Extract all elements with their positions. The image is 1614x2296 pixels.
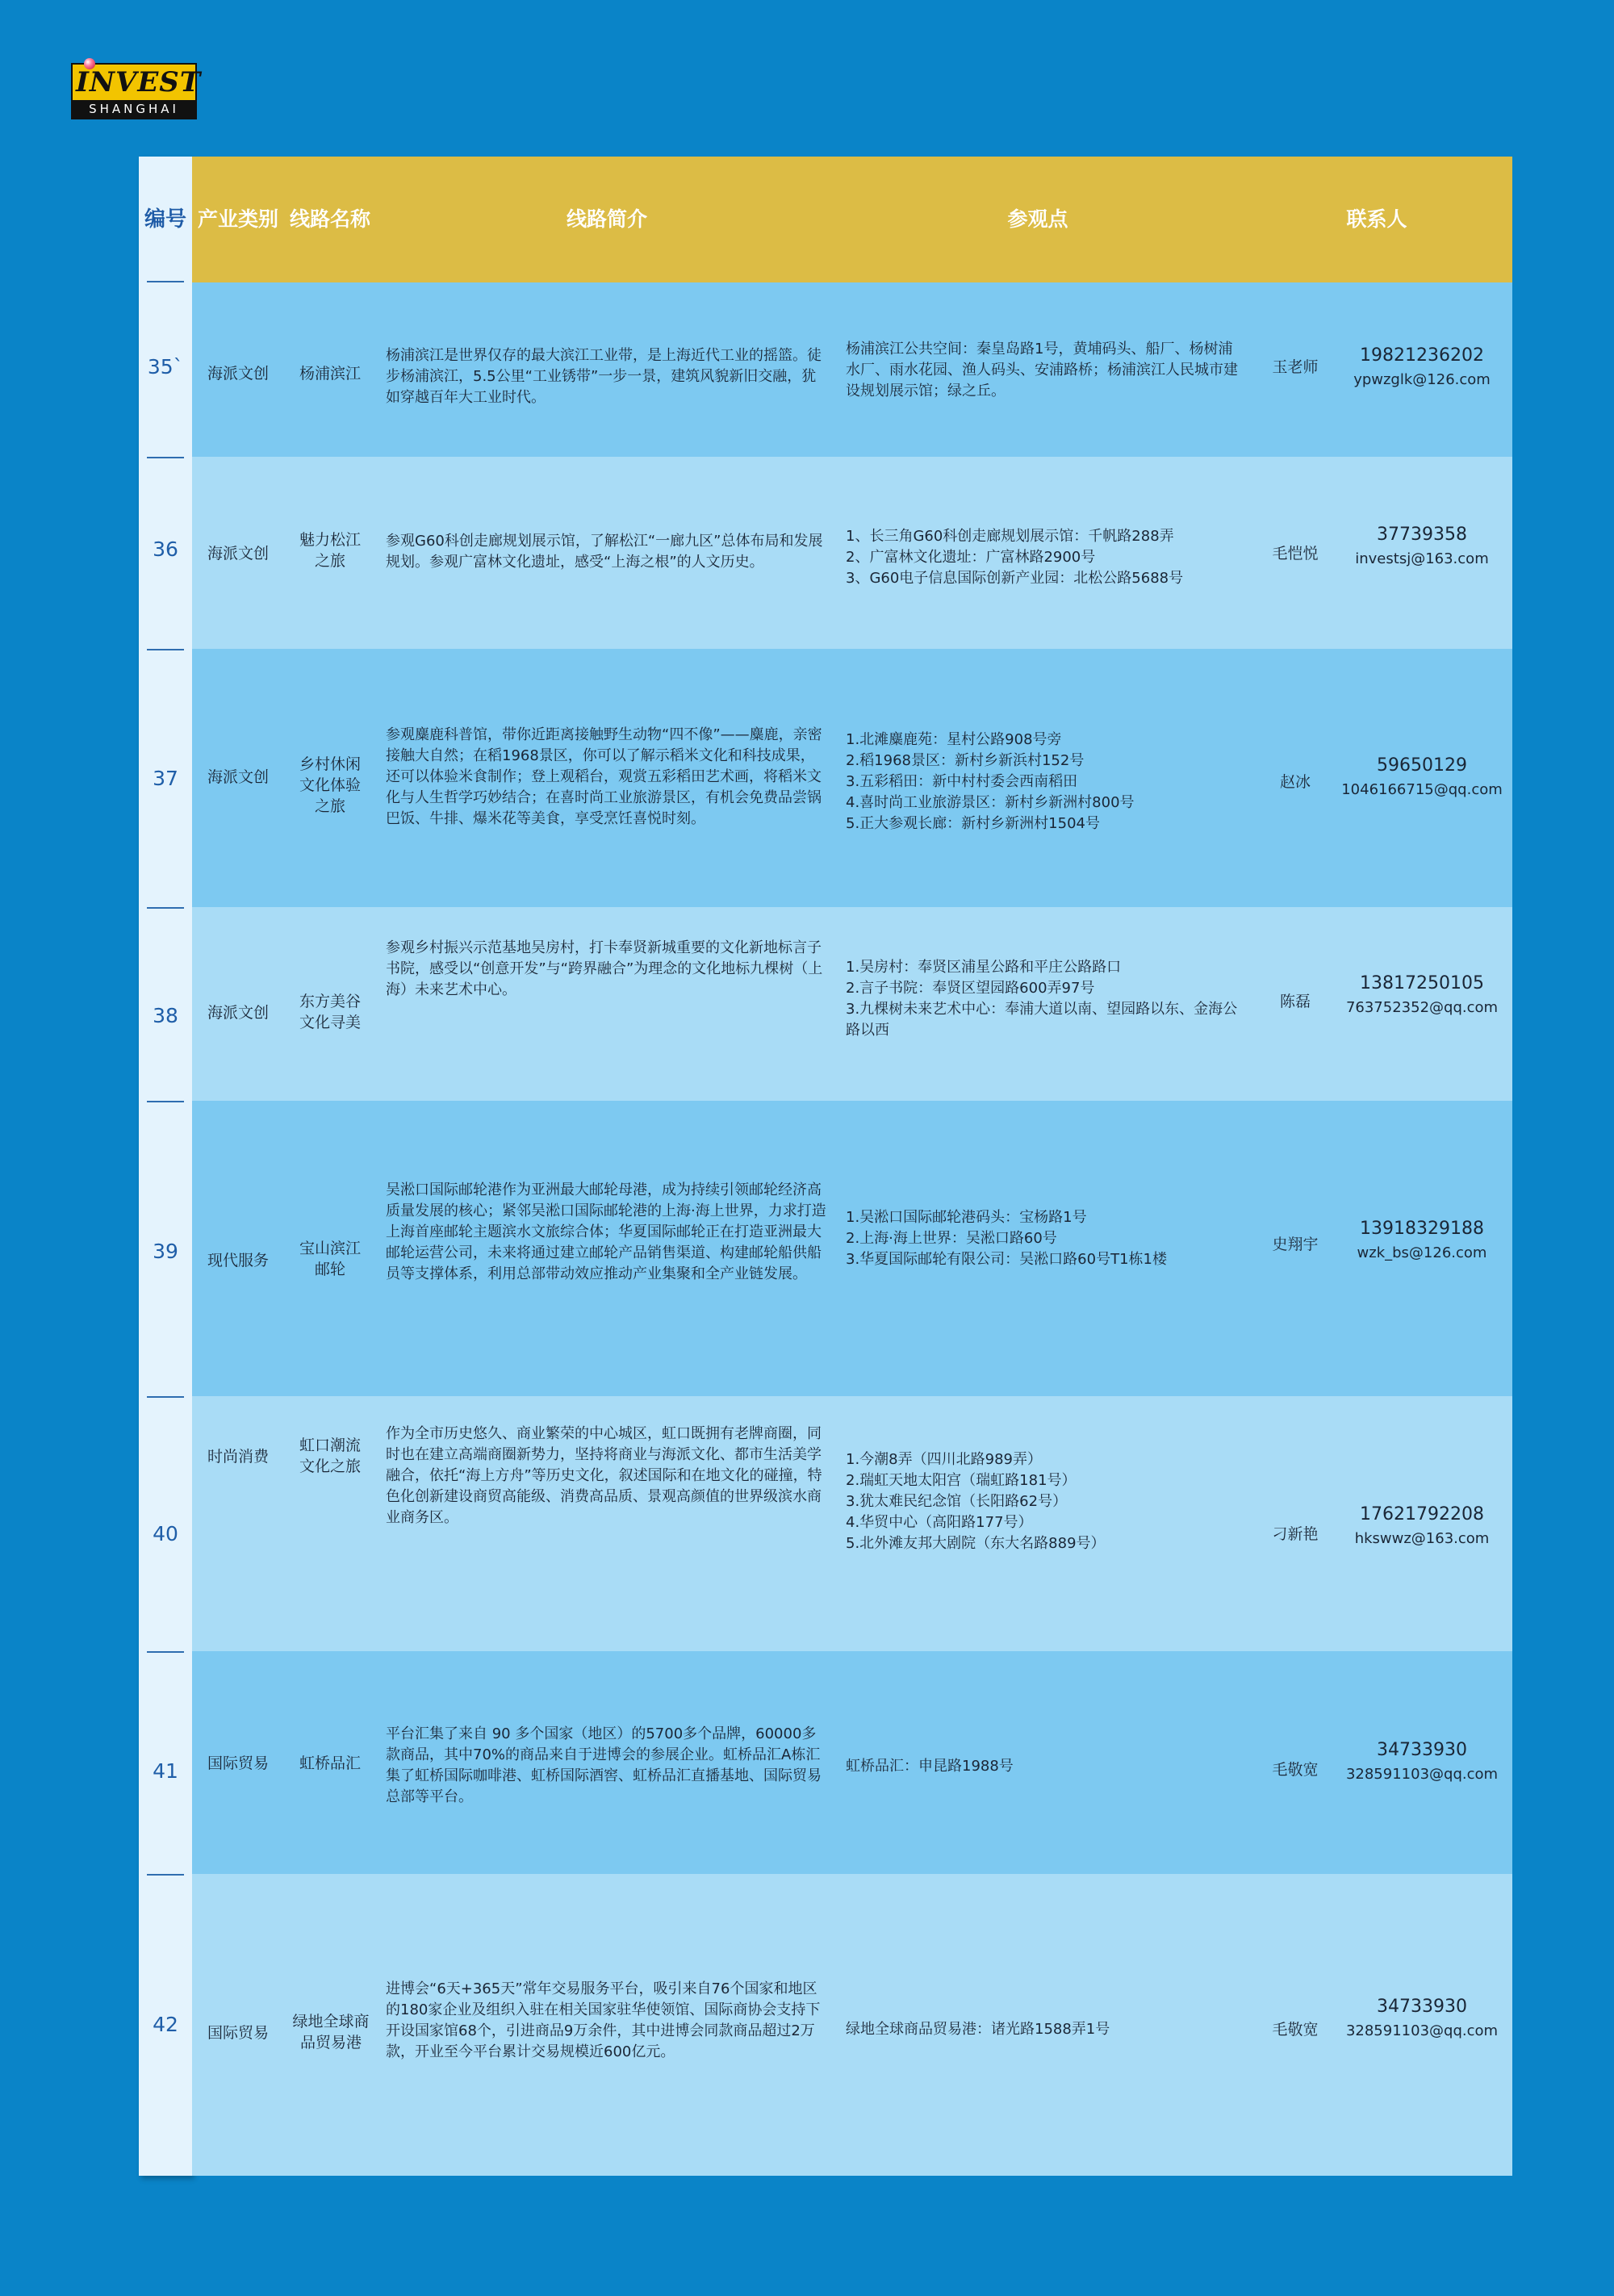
row-summary: 吴淞口国际邮轮港作为亚洲最大邮轮母港，成为持续引领邮轮经济高质量发展的核心；紧邻吴淞口国际邮轮港的上海·海上世界，力求打造上海首座邮轮主题滨水文旅综合体；华夏国际邮轮正在打造亚洲最大邮轮运营公司，未来将通过建立邮轮产品销售渠道、构建邮轮船供船员等支撑体系，利用总部带动效应推动产业集聚和全产业链发展。 (386, 1181, 826, 1282)
row-contact-name: 史翔宇 (1272, 1236, 1319, 1253)
row-summary: 参观麋鹿科普馆，带你近距离接触野生动物“四不像”——麋鹿，亲密接触大自然；在稻1968景区，你可以了解示稻米文化和科技成果，还可以体验米食制作；登上观稻台，观赏五彩稻田艺术画，将稻米文化与人生哲学巧妙结合；在喜时尚工业旅游景区，有机会免费品尝锅巴饭、牛排、爆米花等美食，享受烹饪喜悦时刻。 (386, 726, 822, 827)
row-summary: 参观乡村振兴示范基地吴房村，打卡奉贤新城重要的文化新地标言子书院，感受以“创意开发”与“跨界融合”为理念的文化地标九棵树（上海）未来艺术中心。 (386, 939, 823, 998)
row-summary: 平台汇集了来自 90 多个国家（地区）的5700多个品牌，60000多款商品，其中70%的商品来自于进博会的参展企业。虹桥品汇A栋汇集了虹桥国际咖啡港、虹桥国际酒窖、虹桥品汇直播基地、国际贸易总部等平台。 (386, 1725, 822, 1805)
row-phone: 34733930 (1377, 1740, 1467, 1760)
row-route-name: 虹口潮流文化之旅 (299, 1437, 361, 1475)
row-email: 763752352@qq.com (1345, 999, 1499, 1016)
row-sites: 杨浦滨江公共空间：秦皇岛路1号，黄埔码头、船厂、杨树浦水厂、雨水花园、渔人码头、安浦路桥；杨浦滨江人民城市建设规划展示馆；绿之丘。 (846, 341, 1238, 399)
row-sites: 1.北滩麋鹿苑：星村公路908号旁 2.稻1968景区：新村乡新浜村152号 3.五彩稻田：新中村村委会西南稻田 4.喜时尚工业旅游景区：新村乡新洲村800号 5.正大参观长廊：新村乡新洲村1504号 (846, 731, 1135, 832)
row-phone: 37739358 (1377, 525, 1467, 545)
header-route-name: 线路名称 (289, 207, 370, 231)
row-summary: 作为全市历史悠久、商业繁荣的中心城区，虹口既拥有老牌商圈，同时也在建立高端商圈新势力，坚持将商业与海派文化、都市生活美学融合，依托“海上方舟”等历史文化，叙述国际和在地文化的碰撞，特色化创新建设商贸高能级、消费高品质、景观高颜值的世界级滨水商业商务区。 (386, 1425, 822, 1526)
row-number: 38 (153, 1004, 178, 1027)
row-email: investsj@163.com (1355, 550, 1489, 567)
row-email: hkswwz@163.com (1354, 1530, 1490, 1547)
row-phone: 34733930 (1377, 1997, 1467, 2017)
row-number: 35` (147, 355, 184, 378)
row-phone: 13817250105 (1360, 973, 1484, 993)
row-category: 海派文创 (207, 1004, 269, 1022)
row-email: ypwzglk@126.com (1353, 371, 1491, 388)
row-contact-name: 毛恺悦 (1272, 545, 1319, 562)
row-category: 海派文创 (207, 768, 269, 786)
row-number: 39 (153, 1240, 178, 1263)
header-contact: 联系人 (1346, 207, 1407, 231)
row-separator (147, 907, 184, 909)
row-number: 42 (153, 2013, 178, 2036)
row-route-name: 宝山滨江邮轮 (299, 1240, 361, 1278)
row-sites: 绿地全球商品贸易港：诸光路1588弄1号 (846, 2021, 1110, 2038)
row-contact-info (1340, 1997, 1504, 2042)
row-sites: 1.吴淞口国际邮轮港码头：宝杨路1号 2.上海·海上世界：吴淞口路60号 3.华夏国际邮轮有限公司：吴淞口路60号T1栋1楼 (846, 1209, 1167, 1268)
row-sites: 1.吴房村：奉贤区浦星公路和平庄公路路口 2.言子书院：奉贤区望园路600弄97号 3.九棵树未来艺术中心：奉浦大道以南、望园路以东、金海公路以西 (846, 959, 1238, 1039)
row-contact-info (1340, 1219, 1504, 1264)
row-separator (147, 649, 184, 650)
row-contact-info (1340, 973, 1504, 1018)
row-number: 36 (153, 537, 178, 561)
row-route-name: 虹桥品汇 (299, 1754, 361, 1772)
row-contact-name: 毛敬宽 (1272, 2021, 1319, 2039)
row-phone: 59650129 (1377, 755, 1467, 776)
row-contact-name: 赵冰 (1279, 773, 1311, 791)
row-phone: 17621792208 (1360, 1504, 1484, 1524)
row-summary: 参观G60科创走廊规划展示馆，了解松江“一廊九区”总体布局和发展规划。参观广富林文化遗址，感受“上海之根”的人文历史。 (386, 533, 823, 571)
row-category: 国际贸易 (207, 1754, 269, 1772)
row-separator (147, 1101, 184, 1102)
row-route-name: 乡村休闲文化体验之旅 (299, 755, 361, 815)
row-sites: 虹桥品汇：申昆路1988号 (846, 1758, 1014, 1775)
row-contact-name: 陈磊 (1279, 993, 1311, 1010)
row-route-name: 绿地全球商品贸易港 (292, 2013, 370, 2051)
row-phone: 13918329188 (1360, 1219, 1484, 1239)
row-email: wzk_bs@126.com (1357, 1244, 1487, 1261)
row-contact-name: 毛敬宽 (1272, 1761, 1319, 1779)
row-separator (147, 1874, 184, 1876)
row-category: 海派文创 (207, 365, 269, 383)
row-route-name: 魅力松江之旅 (299, 531, 361, 570)
header-category: 产业类别 (197, 207, 278, 231)
row-contact-name: 玉老师 (1272, 358, 1319, 376)
row-separator (147, 457, 184, 458)
row-category: 海派文创 (207, 545, 269, 562)
row-contact-info (1340, 345, 1504, 391)
header-sites: 参观点 (1007, 207, 1068, 231)
row-category: 国际贸易 (207, 2024, 269, 2042)
row-phone: 19821236202 (1360, 345, 1484, 366)
row-separator (147, 1396, 184, 1398)
row-contact-info (1340, 525, 1504, 570)
row-summary: 进博会“6天+365天”常年交易服务平台，吸引来自76个国家和地区的180家企业及组织入驻在相关国家驻华使领馆、国际商协会支持下开设国家馆68个，引进商品9万余件，其中进博会同款商品超过2万款，开业至今平台累计交易规模近600亿元。 (386, 1980, 821, 2060)
row-route-name: 东方美谷文化寻美 (299, 993, 361, 1031)
row-separator (147, 281, 184, 282)
row-route-name: 杨浦滨江 (299, 365, 361, 383)
row-email: 328591103@qq.com (1345, 2022, 1499, 2039)
row-category: 时尚消费 (207, 1448, 269, 1466)
number-column (139, 157, 192, 2176)
row-separator (147, 1651, 184, 1653)
row-sites: 1、长三角G60科创走廊规划展示馆：千帆路288弄 2、广富林文化遗址：广富林路2900号 3、G60电子信息国际创新产业园：北松公路5688号 (846, 528, 1184, 587)
row-email: 1046166715@qq.com (1341, 781, 1503, 798)
invest-shanghai-logo (71, 63, 202, 119)
row-category: 现代服务 (207, 1252, 269, 1269)
row-contact-name: 刁新艳 (1272, 1525, 1319, 1543)
row-email: 328591103@qq.com (1345, 1766, 1499, 1783)
row-summary: 杨浦滨江是世界仅存的最大滨江工业带，是上海近代工业的摇篮。徒步杨浦滨江，5.5公里“工业锈带”一步一景，建筑风貌新旧交融，犹如穿越百年大工业时代。 (386, 347, 822, 406)
row-contact-info (1340, 755, 1504, 801)
logo-main-text: INVEST (76, 66, 202, 98)
row-number: 40 (153, 1522, 178, 1545)
row-contact-info (1340, 1504, 1504, 1549)
header-summary: 线路简介 (566, 207, 647, 231)
row-number: 41 (153, 1759, 178, 1783)
header-number: 编号 (144, 207, 186, 232)
row-contact-info (1340, 1740, 1504, 1785)
row-sites: 1.今潮8弄（四川北路989弄） 2.瑞虹天地太阳宫（瑞虹路181号） 3.犹太难民纪念馆（长阳路62号） 4.华贸中心（高阳路177号） 5.北外滩友邦大剧院（东大名路889号） (846, 1451, 1106, 1552)
row-number: 37 (153, 767, 178, 790)
logo-sub-text: SHANGHAI (73, 100, 195, 118)
